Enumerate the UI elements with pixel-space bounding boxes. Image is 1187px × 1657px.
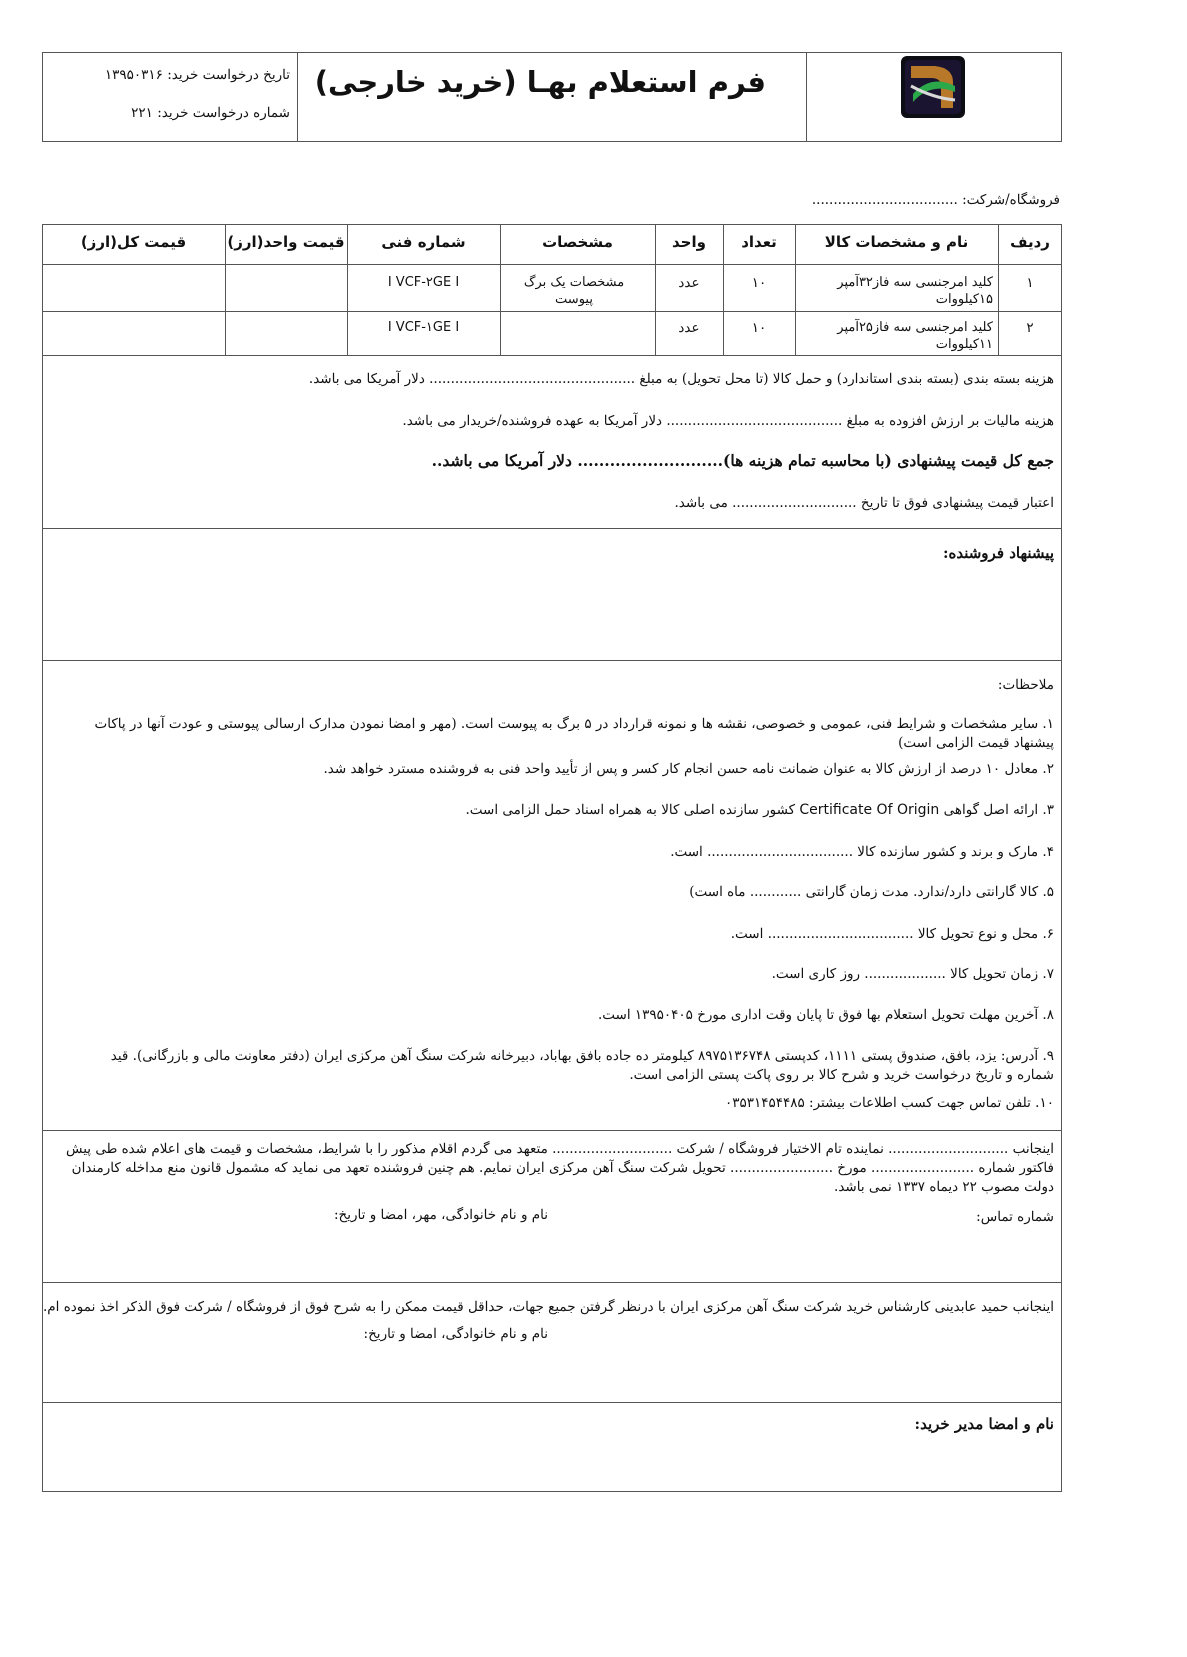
note-3-certificate: Certificate Of Origin <box>799 802 940 818</box>
vendor-line: فروشگاه/شرکت: .................................. <box>811 192 1060 208</box>
col-header-name: نام و مشخصات کالا <box>824 233 969 251</box>
section-divider <box>42 528 1062 529</box>
row-item-name: کلید امرجنسی سه فاز۲۵آمپر ۱۱کیلووات <box>837 320 993 352</box>
page-title: فرم استعلام بهـا (خرید خارجی) <box>314 65 766 99</box>
col-header-spec: مشخصات <box>542 233 613 251</box>
note-8: ۸. آخرین مهلت تحویل استعلام بها فوق تا پایان وقت اداری مورخ ۱۳۹۵۰۴۰۵ است. <box>597 1007 1054 1023</box>
note-1: ۱. سایر مشخصات و شرایط فنی، عمومی و خصوصی، نقشه ها و نمونه قرارداد در ۵ برگ به پیوست است. (مهر و امضا نمودن مدارک ارسالی پیوستی و عودت آنها در پاکات پیشنهاد قیمت الزامی است) <box>94 716 1054 751</box>
header-divider <box>806 52 807 142</box>
row-part-number: I VCF-۱GE I <box>387 320 460 335</box>
note-3 <box>465 801 1054 819</box>
request-number: شماره درخواست خرید: ۲۲۱ <box>131 105 290 121</box>
vendor-commitment: اینجانب ............................ نماینده تام الاختیار فروشگاه / شرکت ............................ متعهد می گردم اقلام مذکور را با شرایط، مشخصات و قیمت های اعلام شده طی پیش فاکتور شماره ........................ مورخ ........................ تحویل شرکت سنگ آهن مرکزی ایران نمایم. هم چنین فروشنده تعهد می نماید که مشمول قانون منع مداخله کارمندان دولت مصوب ۲۲ دیماه ۱۳۳۷ نمی باشد. <box>65 1141 1054 1195</box>
offer-validity: اعتبار قیمت پیشنهادی فوق تا تاریخ ............................. می باشد. <box>674 495 1054 511</box>
table-row-divider <box>42 264 1062 265</box>
contact-number-label: شماره تماس: <box>976 1209 1054 1225</box>
vendor-signature-label: نام و نام خانوادگی، مهر، امضا و تاریخ: <box>334 1207 548 1223</box>
col-header-total: قیمت کل(ارز) <box>80 233 187 251</box>
packing-cost: هزینه بسته بندی (بسته بندی استاندارد) و حمل کالا (تا محل تحویل) به مبلغ ................................................ دلار آمریکا می باشد. <box>308 371 1054 387</box>
expert-signature-label: نام و نام خانوادگی، امضا و تاریخ: <box>363 1326 548 1342</box>
note-10: ۱۰. تلفن تماس جهت کسب اطلاعات بیشتر: ۰۳۵۳۱۴۵۴۴۸۵ <box>724 1095 1054 1111</box>
note-6: ۶. محل و نوع تحویل کالا .................................. است. <box>730 926 1054 942</box>
row-qty: ۱۰ <box>751 320 767 336</box>
note-5: ۵. کالا گارانتی دارد/ندارد. مدت زمان گارانتی ............ ماه است) <box>689 884 1054 900</box>
row-number: ۱ <box>1026 275 1034 291</box>
note-3-end: کشور سازنده اصلی کالا به همراه اسناد حمل الزامی است. <box>465 802 796 818</box>
row-part-number: I VCF-۲GE I <box>387 275 460 290</box>
section-divider <box>42 1402 1062 1403</box>
col-header-qty: تعداد <box>741 233 777 251</box>
row-qty: ۱۰ <box>751 275 767 291</box>
section-divider <box>42 1282 1062 1283</box>
company-logo-icon <box>901 56 965 118</box>
row-spec: مشخصات یک برگ پیوست <box>523 275 625 307</box>
seller-offer-label: پیشنهاد فروشنده: <box>942 544 1054 562</box>
table-row-divider <box>42 311 1062 312</box>
section-divider <box>42 660 1062 661</box>
note-7: ۷. زمان تحویل کالا ................... روز کاری است. <box>771 966 1054 982</box>
header-divider <box>297 52 298 142</box>
col-header-unit-price: قیمت واحد(ارز) <box>227 233 345 251</box>
vat-cost: هزینه مالیات بر ارزش افزوده به مبلغ ......................................... دلار آمریکا به عهده فروشنده/خریدار می باشد. <box>402 413 1054 429</box>
row-number: ۲ <box>1026 320 1034 336</box>
body-box <box>42 356 1062 1492</box>
notes-heading: ملاحظات: <box>997 677 1054 693</box>
row-item-name: کلید امرجنسی سه فاز۳۲آمپر ۱۵کیلووات <box>837 275 993 307</box>
total-offer: جمع کل قیمت پیشنهادی (با محاسبه تمام هزینه ها)........................... دلار آمریکا می باشد.. <box>431 451 1054 470</box>
col-header-unit: واحد <box>672 233 706 251</box>
request-date: تاریخ درخواست خرید: ۱۳۹۵۰۳۱۶ <box>104 67 290 83</box>
note-4: ۴. مارک و برند و کشور سازنده کالا .................................. است. <box>670 844 1054 860</box>
row-unit: عدد <box>678 275 700 291</box>
purchasing-expert-statement: اینجانب حمید عابدینی کارشناس خرید شرکت سنگ آهن مرکزی ایران با درنظر گرفتن جمیع جهات، حداقل قیمت ممکن را به شرح فوق از فروشگاه / شرکت فوق الذکر اخذ نموده ام. <box>43 1299 1054 1315</box>
col-header-row: ردیف <box>1010 233 1050 251</box>
note-9: ۹. آدرس: یزد، بافق، صندوق پستی ۱۱۱۱، کدپستی ۸۹۷۵۱۳۶۷۴۸ کیلومتر ده جاده بافق بهاباد، دبیرخانه شرکت سنگ آهن مرکزی ایران (دفتر معاونت مالی و بازرگانی). قید شماره و تاریخ درخواست خرید و شرح کالا بر روی پاکت پستی الزامی است. <box>110 1048 1054 1083</box>
section-divider <box>42 1130 1062 1131</box>
row-unit: عدد <box>678 320 700 336</box>
note-3-start: ۳. ارائه اصل گواهی <box>943 802 1054 818</box>
purchasing-manager-signature: نام و امضا مدیر خرید: <box>914 1415 1054 1433</box>
col-header-part: شماره فنی <box>381 233 466 251</box>
note-2: ۲. معادل ۱۰ درصد از ارزش کالا به عنوان ضمانت نامه حسن انجام کار کسر و پس از تأیید واحد فنی به فروشنده مسترد خواهد شد. <box>323 761 1054 777</box>
